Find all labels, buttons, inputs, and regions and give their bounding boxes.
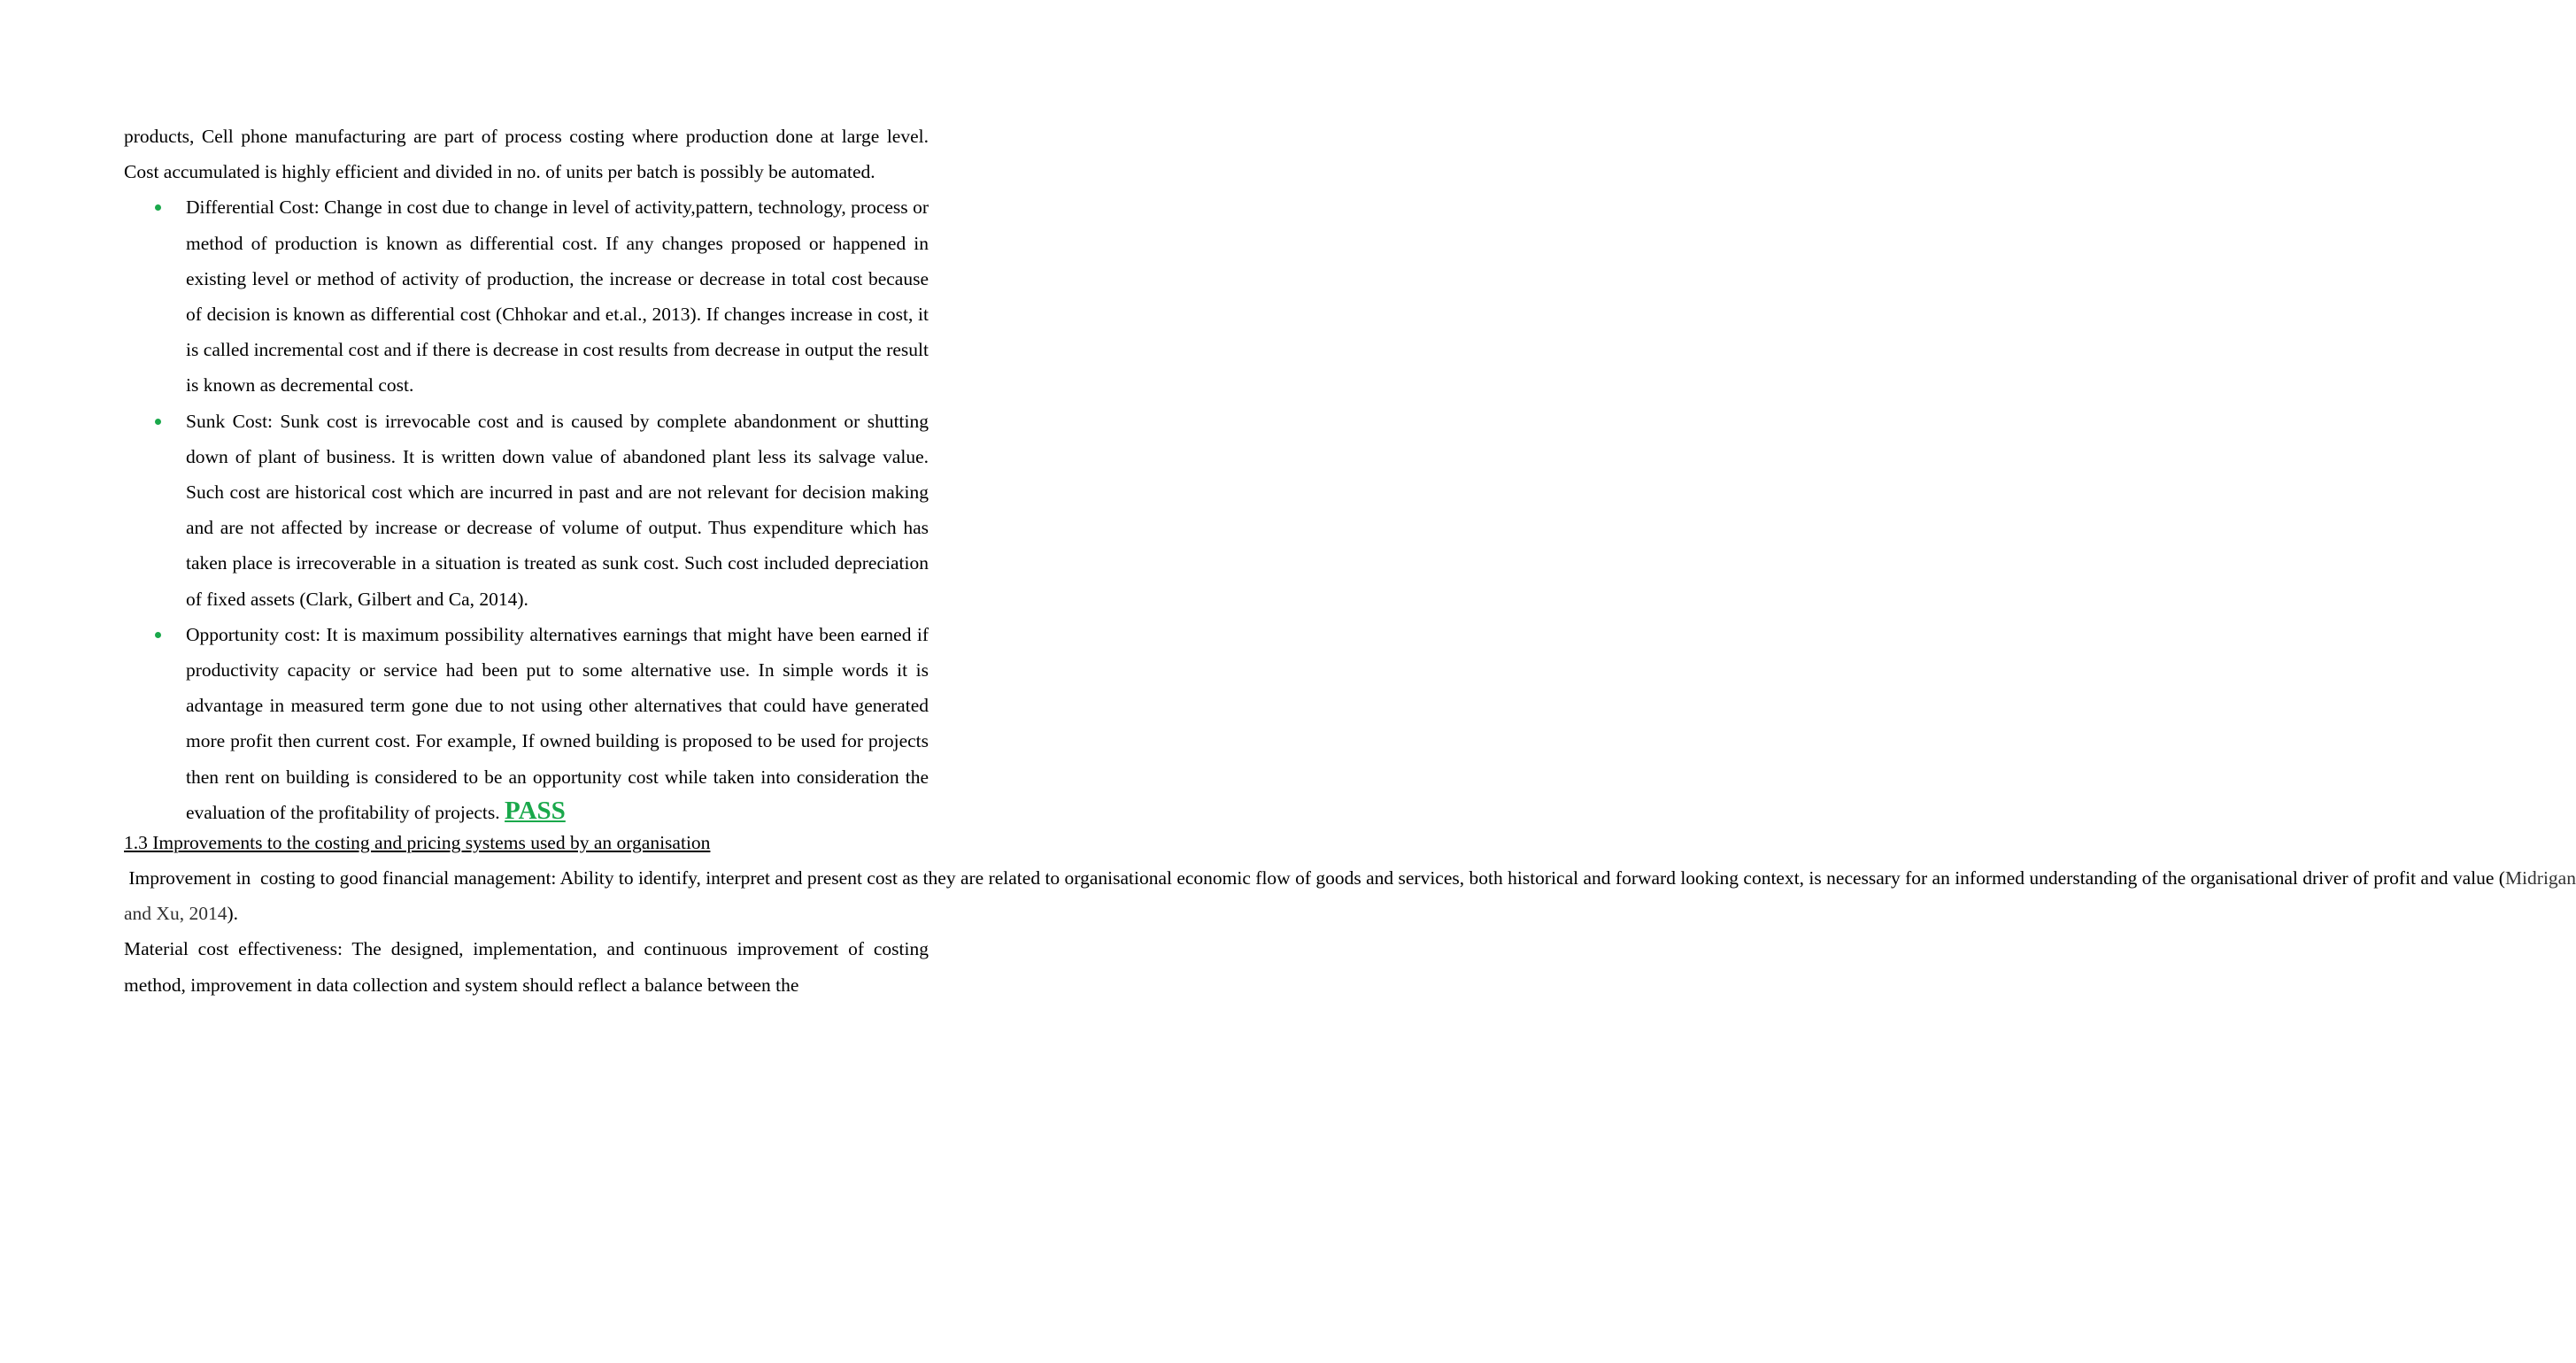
- list-item-sunk-cost: [124, 404, 929, 617]
- cost-types-list: [124, 189, 929, 830]
- intro-paragraph: products, Cell phone manufacturing are part of process costing where production done at large level. Cost accumulated is highly efficient and divided in no. of units per batch is possibly be automated.: [124, 126, 929, 183]
- material-cost-paragraph: Material cost effectiveness: The designed, implementation, and continuous improvement of costing method, improvement in data collection and system should reflect a balance between the: [124, 938, 929, 996]
- list-item-opportunity-cost: [124, 617, 929, 830]
- list-item-text: Differential Cost: Change in cost due to change in level of activity,pattern, technology, process or method of production is known as differential cost. If any changes proposed or happened in existing level or method of activity of production, the increase or decrease in total cost because of decision is known as differential cost (Chhokar and et.al., 2013). If changes increase in cost, it is called incremental cost and if there is decrease in cost results from decrease in output the result is known as decremental cost.: [186, 196, 929, 397]
- citation-end: ).: [227, 903, 238, 925]
- improvement-text: Improvement in costing to good financial management: Ability to identify, interpret and present cost as they are related to organisational economic flow of goods and services, both historical and forward looking context, is necessary for an informed understanding of the organisational driver of profit and value (: [124, 867, 2505, 889]
- document-page: [124, 119, 2576, 1003]
- pass-badge: PASS: [505, 796, 566, 825]
- list-item-differential-cost: [124, 189, 929, 403]
- list-item-text: Sunk Cost: Sunk cost is irrevocable cost and is caused by complete abandonment or shutting down of plant of business. It is written down value of abandoned plant less its salvage value. Such cost are historical cost which are incurred in past and are not relevant for decision making and are not affected by increase or decrease of volume of output. Thus expenditure which has taken place is irrecoverable in a situation is treated as sunk cost. Such cost included depreciation of fixed assets (Clark, Gilbert and Ca, 2014).: [186, 410, 929, 610]
- list-item-text: Opportunity cost: It is maximum possibility alternatives earnings that might have been earned if productivity capacity or service had been put to some alternative use. In simple words it is advantage in measured term gone due to not using other alternatives that could have generated more profit then current cost. For example, If owned building is proposed to be used for projects then rent on building is considered to be an opportunity cost while taken into consideration the evaluation of the profitability of projects.: [186, 623, 929, 823]
- improvement-paragraph: [124, 860, 2576, 931]
- bullet-dot-icon: [155, 632, 161, 638]
- citation: Midrigan and Xu, 2014: [124, 867, 2576, 925]
- bullet-dot-icon: [155, 419, 161, 425]
- bullet-dot-icon: [155, 204, 161, 211]
- section-heading: 1.3 Improvements to the costing and pricing systems used by an organisation: [124, 832, 711, 854]
